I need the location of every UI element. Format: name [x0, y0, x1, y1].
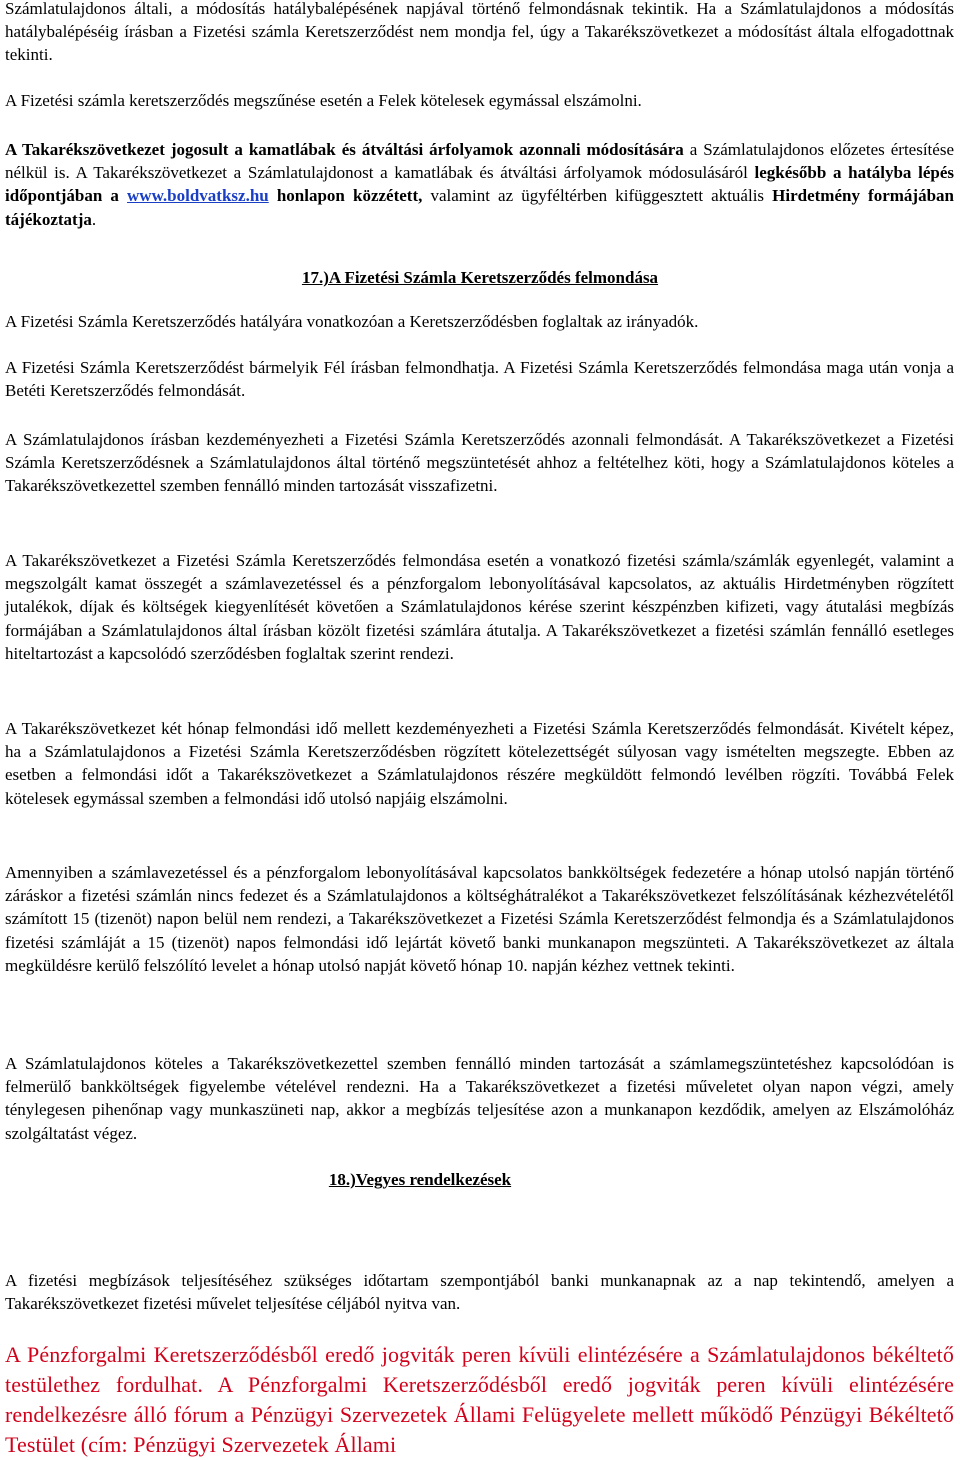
interest-rate-text: a Számlatulajdonos előzetes értesítése nélkül is. A Takarékszövetkezet a Számlatulajdonost a kamatlábak és átváltási árfolyamok módosulásáról	[5, 140, 954, 183]
paragraph-17-1: A Fizetési Számla Keretszerződés hatályára vonatkozóan a Keretszerződésben foglaltak az irányadók.	[5, 312, 699, 331]
paragraph-settlement: A Fizetési számla keretszerződés megszűnése esetén a Felek kötelesek egymással elszámolni.	[5, 91, 642, 110]
website-link[interactable]: www.boldvatksz.hu	[127, 186, 269, 206]
paragraph-17-4: A Takarékszövetkezet a Fizetési Számla Keretszerződés felmondása esetén a vonatkozó fizetési számla/számlák egyenlegét, valamint a megszolgált kamat összegét a számlavezetéssel és a pénzforgalom lebonyolításával kapcsolatos, az aktuális Hirdetményben rögzített jutalékok, díjak és költségek kiegyenlítését követően a Számlatulajdonos kérése szerint készpénzben kifizeti, vagy átutalási megbízás formájában a Számlatulajdonos által írásban közölt fizetési számlára átutalja. A Takarékszövetkezet a fizetési számlán fennálló esetleges hiteltartozást a kapcsolódó szerződésben foglaltak szerint rendezi.	[5, 551, 954, 663]
section-17-heading: 17.)A Fizetési Számla Keretszerződés felmondása	[301, 268, 659, 287]
interest-rate-bold-announcement: Hirdetmény formájában tájékoztatja	[5, 186, 954, 229]
interest-rate-bold-text: A Takarékszövetkezet jogosult a kamatlábak és átváltási árfolyamok azonnali módosítására	[5, 140, 684, 159]
paragraph-17-6: Amennyiben a számlavezetéssel és a pénzforgalom lebonyolításával kapcsolatos bankköltségek fedezetére a hónap utolsó napján történő záráskor a fizetési számlán nincs fedezet és a Számlatulajdonos a költséghátralékot a Takarékszövetkezet felszólításának kézhezvételétől számított 15 (tizenöt) napon belül nem rendezi, a Takarékszövetkezet a Fizetési Számla Keretszerződést felmondja és a Számlatulajdonos fizetési számláját a 15 (tizenöt) napos felmondási idő lejártát követő banki munkanapon megszünteti. A Takarékszövetkezet az általa megküldésre kerülő felszólító levelet a hónap utolsó napját követő hónap 10. napján kézhez vettnek tekinti.	[5, 863, 954, 975]
interest-rate-text-2: valamint az ügyféltérben kifüggesztett aktuális	[422, 186, 773, 206]
paragraph-17-2: A Fizetési Számla Keretszerződést bármelyik Fél írásban felmondhatja. A Fizetési Számla Keretszerződés felmondása maga után vonja a Betéti Keretszerződés felmondását.	[5, 358, 954, 401]
paragraph-modification-acceptance: Számlatulajdonos általi, a módosítás hatálybalépésének napjával történő felmondásnak tekintik. Ha a Számlatulajdonos a módosítás hatálybalépéséig írásban a Fizetési számla Keretszerződést nem mondja fel, úgy a Takarékszövetkezet a módosítást általa elfogadottnak tekinti.	[5, 0, 954, 65]
paragraph-interest-rate-modification	[5, 138, 954, 231]
interest-rate-text-end: .	[91, 209, 97, 229]
section-18-heading: 18.)Vegyes rendelkezések	[328, 1170, 512, 1189]
paragraph-17-7: A Számlatulajdonos köteles a Takarékszövetkezettel szemben fennálló minden tartozását a számlamegszüntetéshez kapcsolódóan is felmerülő bankköltségek figyelembe vételével rendezni. Ha a Takarékszövetkezet a fizetési műveletet olyan napon végzi, amely ténylegesen pihenőnap vagy munkaszüneti nap, akkor a megbízás teljesítése azon a munkanapon kezdődik, amelyen az Elszámolóház szolgáltatást végez.	[5, 1054, 954, 1143]
interest-rate-bold-deadline: legkésőbb a hatályba lépés időpontjában a	[5, 163, 954, 206]
paragraph-17-5: A Takarékszövetkezet két hónap felmondási idő mellett kezdeményezheti a Fizetési Számla Keretszerződés felmondását. Kivételt képez, ha a Számlatulajdonos a Fizetési Számla Keretszerződésben rögzített kötelezettségét súlyosan vagy ismételten megszegte. Ebben az esetben a felmondási időt a Takarékszövetkezet a Számlatulajdonos részére megküldött felmondó levélben rögzíti. Továbbá Felek kötelesek egymással szemben a felmondási idő utolsó napjáig elszámolni.	[5, 719, 954, 808]
paragraph-17-3: A Számlatulajdonos írásban kezdeményezheti a Fizetési Számla Keretszerződés azonnali felmondását. A Takarékszövetkezet a Fizetési Számla Keretszerződésnek a Számlatulajdonos által történő megszüntetését ahhoz a feltételhez köti, hogy a Számlatulajdonos köteles a Takarékszövetkezettel szemben fennálló minden tartozását visszafizetni.	[5, 430, 954, 496]
interest-rate-bold-published: honlapon közzétett,	[268, 186, 423, 206]
paragraph-18-1: A fizetési megbízások teljesítéséhez szükséges időtartam szempontjából banki munkanapnak az a nap tekintendő, amelyen a Takarékszövetkezet fizetési művelet teljesítése céljából nyitva van.	[5, 1271, 954, 1314]
paragraph-18-dispute-resolution: A Pénzforgalmi Keretszerződésből eredő jogviták peren kívüli elintézésére a Számlatulajdonos békéltető testülethez fordulhat. A Pénzforgalmi Keretszerződésből eredő jogviták peren kívüli elintézésére rendelkezésre álló fórum a Pénzügyi Szervezetek Állami Felügyelete mellett működő Pénzügyi Békéltető Testület (cím: Pénzügyi Szervezetek Állami	[5, 1342, 954, 1457]
